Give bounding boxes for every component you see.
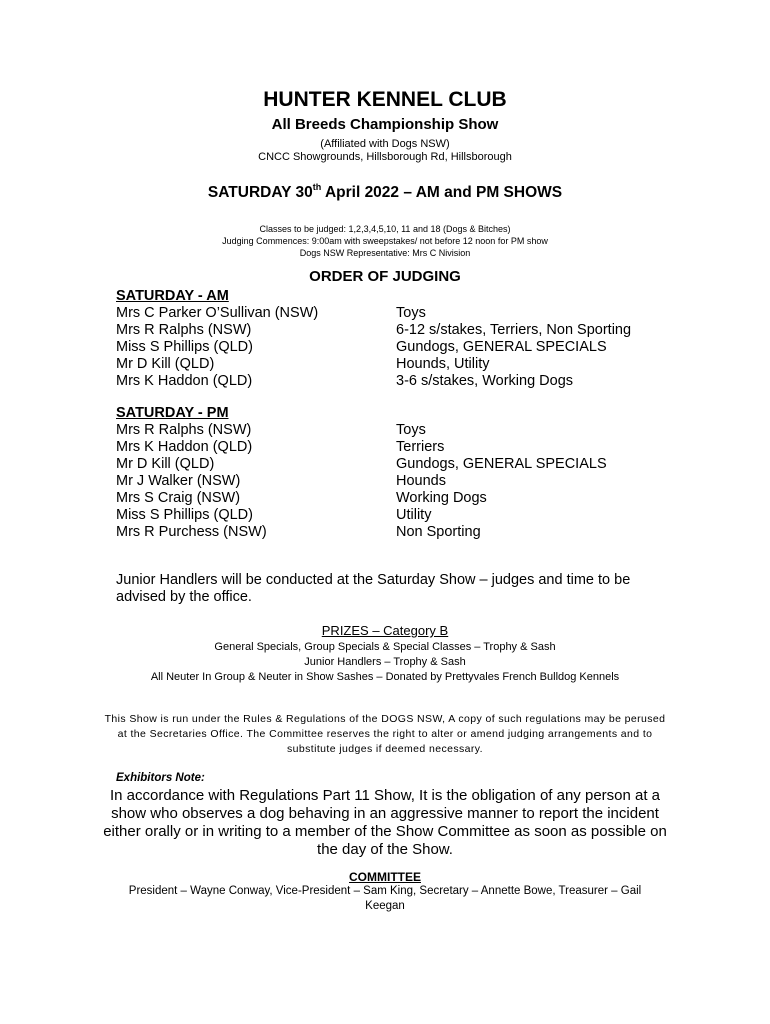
judge-name: Mrs R Ralphs (NSW) xyxy=(116,322,252,338)
judge-name: Mrs R Purchess (NSW) xyxy=(116,524,267,540)
am-heading: SATURDAY - AM xyxy=(116,288,229,304)
judge-groups: Toys xyxy=(396,422,426,438)
table-row xyxy=(116,339,631,356)
order-of-judging-title: ORDER OF JUDGING xyxy=(309,268,461,285)
date-prefix: SATURDAY 30 xyxy=(207,184,313,201)
table-row xyxy=(116,439,607,456)
judge-name: Mrs C Parker O’Sullivan (NSW) xyxy=(116,305,319,321)
classes-judged: Classes to be judged: 1,2,3,4,5,10, 11 and 18 (Dogs & Bitches) xyxy=(259,224,511,234)
show-title: All Breeds Championship Show xyxy=(271,116,499,133)
show-date xyxy=(0,182,770,202)
table-row xyxy=(116,356,631,373)
rules-notice: This Show is run under the Rules & Regulations of the DOGS NSW, A copy of such regulations may be perused at the Secretaries Office. The Committee reserves the right to alter or amend judging arrangements and to substitute judges if deemed necessary. xyxy=(104,713,666,755)
judge-groups: 3-6 s/stakes, Working Dogs xyxy=(396,373,574,389)
prizes-heading: PRIZES – Category B xyxy=(321,623,449,638)
committee-heading: COMMITTEE xyxy=(349,870,421,884)
date-rest: April 2022 – AM and PM SHOWS xyxy=(321,184,563,201)
judge-name: Mr D Kill (QLD) xyxy=(116,456,215,472)
club-title: HUNTER KENNEL CLUB xyxy=(263,88,507,111)
judge-groups: Hounds, Utility xyxy=(396,356,490,372)
prize-line: All Neuter In Group & Neuter in Show Sashes – Donated by Prettyvales French Bulldog Kennels xyxy=(150,671,620,683)
exhibitors-note-text: In accordance with Regulations Part 11 Show, It is the obligation of any person at a show who observes a dog behaving in an aggressive manner to report the incident either orally or in writing to a member of the Show Committee as soon as possible on the day of the Show. xyxy=(103,787,667,858)
judge-groups: Gundogs, GENERAL SPECIALS xyxy=(396,339,607,355)
table-row xyxy=(116,507,607,524)
judge-name: Miss S Phillips (QLD) xyxy=(116,339,253,355)
judge-name: Miss S Phillips (QLD) xyxy=(116,507,253,523)
date-suffix: th xyxy=(312,182,322,192)
table-row xyxy=(116,456,607,473)
judge-name: Mrs K Haddon (QLD) xyxy=(116,373,253,389)
pm-schedule xyxy=(116,405,607,541)
table-row xyxy=(116,373,631,390)
committee-list: President – Wayne Conway, Vice-President – Sam King, Secretary – Annette Bowe, Treasurer – Gail Keegan xyxy=(128,885,642,912)
table-row xyxy=(116,473,607,490)
prize-line: General Specials, Group Specials & Special Classes – Trophy & Sash xyxy=(214,641,556,653)
am-schedule xyxy=(116,288,631,390)
judge-name: Mrs K Haddon (QLD) xyxy=(116,439,253,455)
judge-groups: Non Sporting xyxy=(396,524,481,540)
judge-name: Mr J Walker (NSW) xyxy=(116,473,241,489)
table-row xyxy=(116,322,631,339)
judging-commences: Judging Commences: 9:00am with sweepstakes/ not before 12 noon for PM show xyxy=(222,236,548,246)
table-row xyxy=(116,422,607,439)
judging-info xyxy=(0,223,770,259)
junior-handlers-note: Junior Handlers will be conducted at the Saturday Show – judges and time to be advised by the office. xyxy=(116,572,631,605)
representative: Dogs NSW Representative: Mrs C Nivision xyxy=(299,248,471,258)
venue: CNCC Showgrounds, Hillsborough Rd, Hillsborough xyxy=(258,151,512,163)
affiliation: (Affiliated with Dogs NSW) xyxy=(320,138,450,150)
table-row xyxy=(116,490,607,507)
exhibitors-note-heading: Exhibitors Note: xyxy=(116,772,205,784)
judge-groups: 6-12 s/stakes, Terriers, Non Sporting xyxy=(396,322,632,338)
judge-name: Mrs S Craig (NSW) xyxy=(116,490,241,506)
judge-groups: Working Dogs xyxy=(396,490,487,506)
judge-name: Mrs R Ralphs (NSW) xyxy=(116,422,252,438)
table-row xyxy=(116,524,607,541)
judge-groups: Terriers xyxy=(396,439,445,455)
judge-groups: Hounds xyxy=(396,473,446,489)
prize-line: Junior Handlers – Trophy & Sash xyxy=(304,656,466,668)
judge-name: Mr D Kill (QLD) xyxy=(116,356,215,372)
judge-groups: Utility xyxy=(396,507,432,523)
table-row xyxy=(116,305,631,322)
pm-heading: SATURDAY - PM xyxy=(116,405,229,421)
prizes-list xyxy=(120,640,650,685)
judge-groups: Toys xyxy=(396,305,426,321)
judge-groups: Gundogs, GENERAL SPECIALS xyxy=(396,456,607,472)
